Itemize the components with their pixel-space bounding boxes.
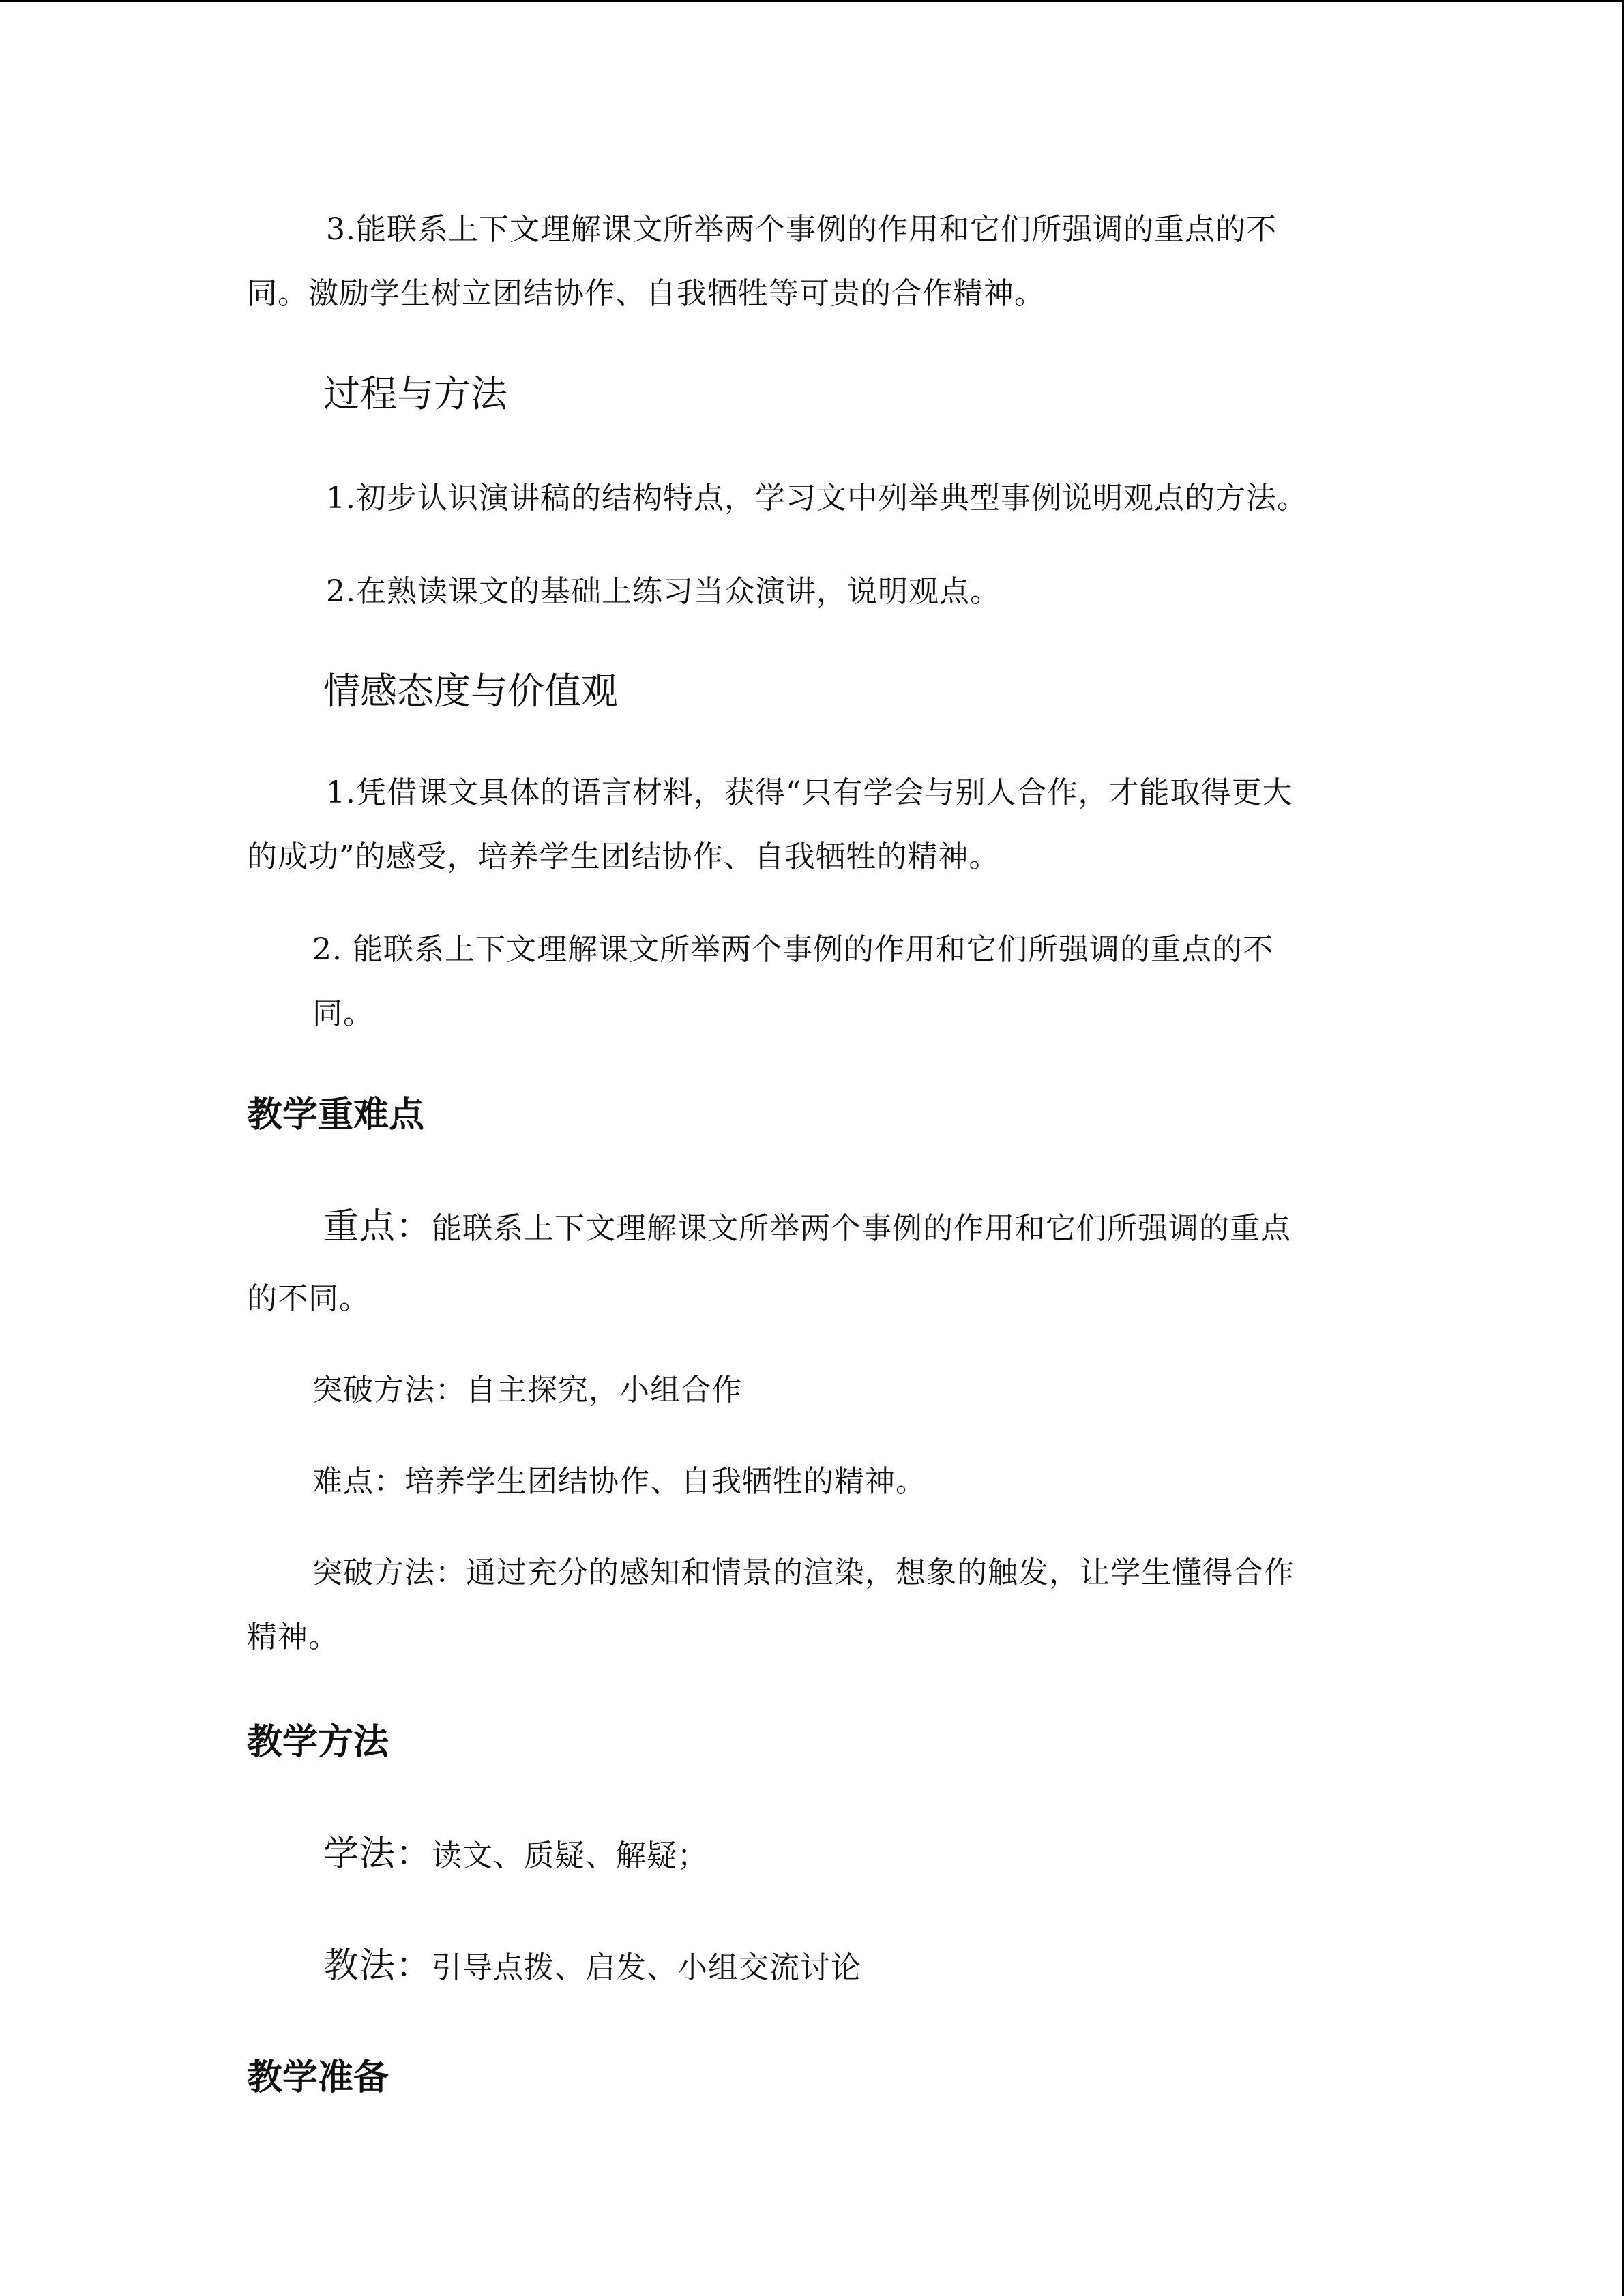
difficulty-point: 难点：培养学生团结协作、自我牺牲的精神。 xyxy=(312,1464,926,1499)
process-item-1: 1.初步认识演讲稿的结构特点，学习文中列举典型事例说明观点的方法。 xyxy=(326,481,1308,516)
difficulty-method-line-1: 突破方法：通过充分的感知和情景的渲染，想象的触发，让学生懂得合作 xyxy=(312,1555,1295,1590)
objective-3-line-1: 3.能联系上下文理解课文所举两个事例的作用和它们所强调的重点的不 xyxy=(326,212,1277,247)
teaching-prep-heading: 教学准备 xyxy=(247,2057,389,2098)
teach-method-line xyxy=(323,1947,861,1987)
key-point-line-1 xyxy=(323,1208,1291,1248)
emotion-value-heading: 情感态度与价值观 xyxy=(323,670,618,713)
teaching-method-heading: 教学方法 xyxy=(247,1722,389,1763)
process-item-2: 2.在熟读课文的基础上练习当众演讲，说明观点。 xyxy=(326,574,1001,609)
process-method-heading: 过程与方法 xyxy=(323,372,507,415)
key-difficulty-heading: 教学重难点 xyxy=(247,1094,425,1135)
key-breakthrough-method: 突破方法：自主探究，小组合作 xyxy=(312,1373,742,1407)
objective-3-line-2: 同。激励学生树立团结协作、自我牺牲等可贵的合作精神。 xyxy=(247,276,1045,311)
difficulty-method-line-2: 精神。 xyxy=(247,1620,339,1654)
emotion-item-1-line-2: 的成功”的感受，培养学生团结协作、自我牺牲的精神。 xyxy=(247,839,1000,874)
key-point-line-2: 的不同。 xyxy=(247,1281,370,1316)
teach-method-label: 教法： xyxy=(323,1945,432,1986)
emotion-item-2-line-1: 2. 能联系上下文理解课文所举两个事例的作用和它们所强调的重点的不 xyxy=(312,932,1273,967)
emotion-item-2-line-2: 同。 xyxy=(312,996,374,1031)
study-method-text: 读文、质疑、解疑； xyxy=(432,1838,709,1873)
key-point-label: 重点： xyxy=(323,1206,432,1247)
emotion-item-1-line-1: 1.凭借课文具体的语言材料，获得“只有学会与别人合作，才能取得更大 xyxy=(326,775,1293,810)
study-method-line xyxy=(323,1835,708,1875)
teach-method-text: 引导点拨、启发、小组交流讨论 xyxy=(432,1950,862,1985)
study-method-label: 学法： xyxy=(323,1834,432,1875)
key-point-text: 能联系上下文理解课文所举两个事例的作用和它们所强调的重点 xyxy=(432,1211,1292,1246)
